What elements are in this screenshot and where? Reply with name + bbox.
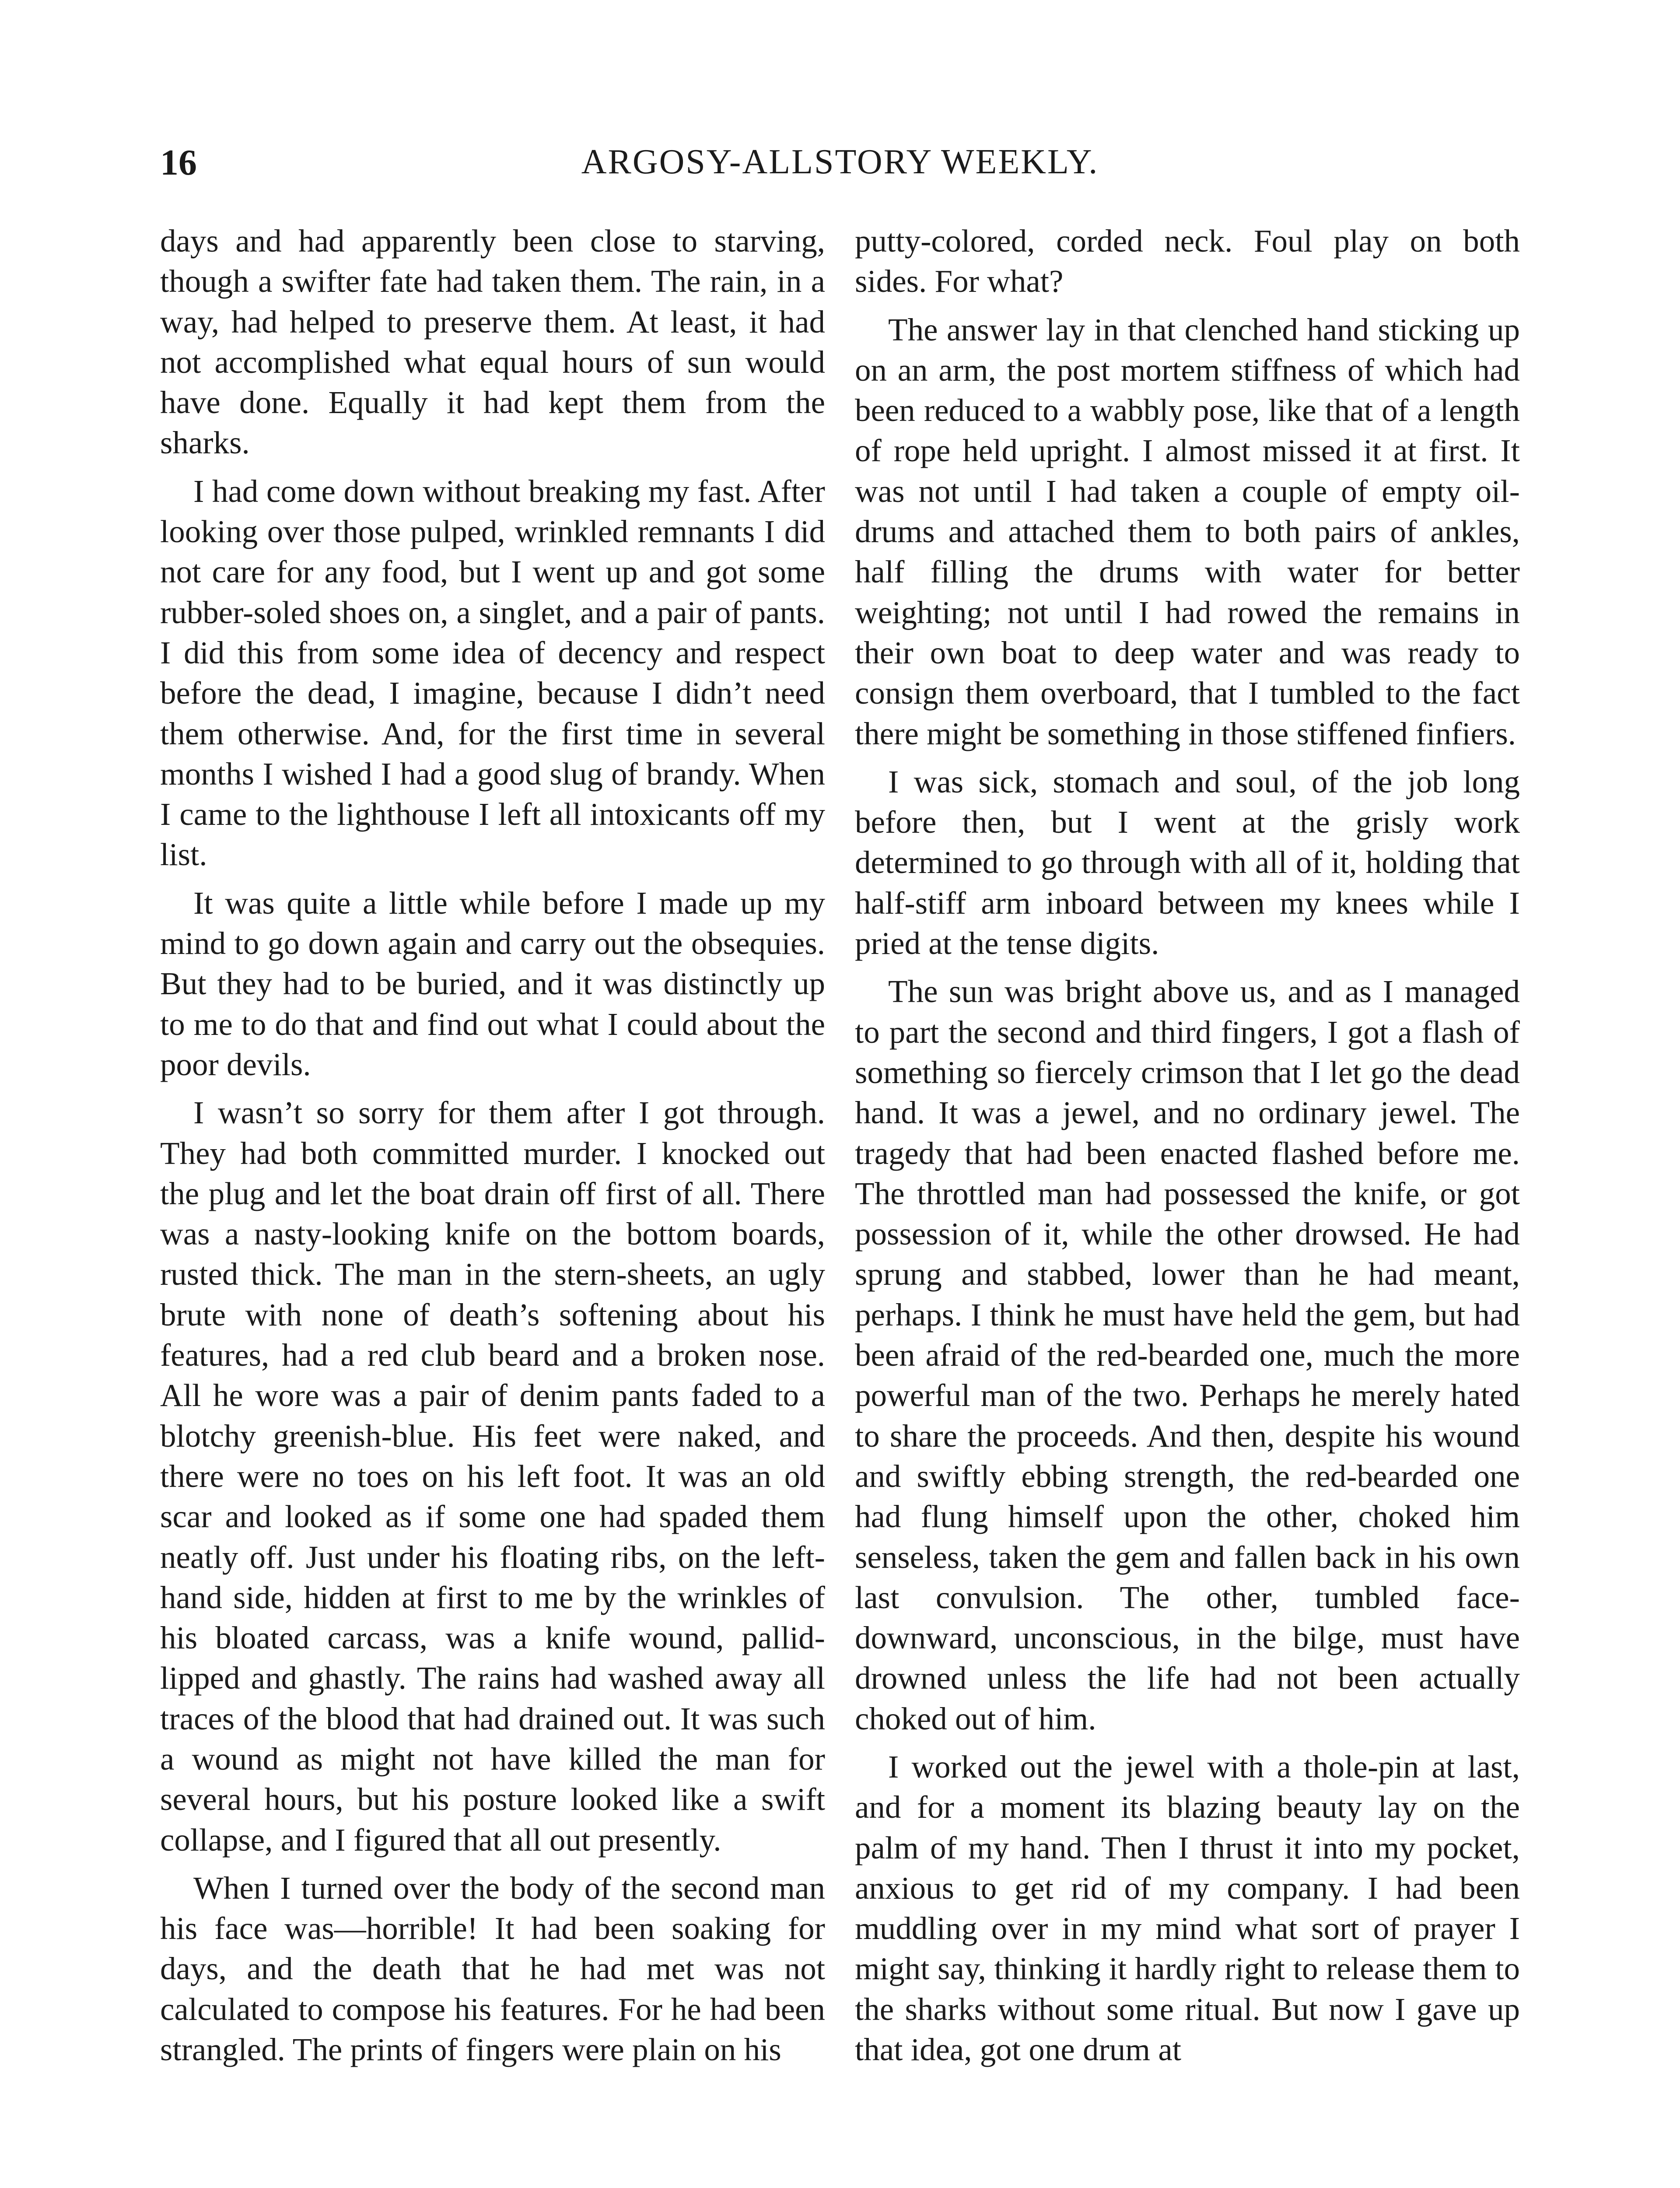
paragraph: I wasn’t so sorry for them after I got through. They had both committed murder. I knocked out the plug and let the boat drain off first of all. There was a nasty-looking knife on the bottom boards, rusted thick. The man in the stern-sheets, an ugly brute with none of death’s softening about his features, had a red club beard and a broken nose. All he wore was a pair of denim pants faded to a blotchy greenish-blue. His feet were naked, and there were no toes on his left foot. It was an old scar and looked as if some one had spaded them neatly off. Just under his floating ribs, on the left-hand side, hidden at first to me by the wrinkles of his bloated carcass, was a knife wound, pallid-lipped and ghastly. The rains had washed away all traces of the blood that had drained out. It was such a wound as might not have killed the man for several hours, but his posture looked like a swift collapse, and I figured that all out presently. [160, 1095, 825, 1858]
paragraph: I worked out the jewel with a thole-pin at last, and for a moment its blazing beauty lay on the palm of my hand. Then I thrust it into my pocket, anxious to get rid of my company. I had been muddling over in my mind what sort of prayer I might say, thinking it hardly right to release them to the sharks without some ritual. But now I gave up that idea, got one drum at [855, 1749, 1520, 2068]
paragraph: It was quite a little while before I made up my mind to go down again and carry out the obsequies. But they had to be buried, and it was distinctly up to me to do that and find out what I could about the poor devils. [160, 885, 825, 1082]
right-column [855, 221, 1520, 2078]
left-column [160, 221, 825, 2078]
paragraph: The sun was bright above us, and as I managed to part the second and third fingers, I got a flash of something so fiercely crimson that I let go the dead hand. It was a jewel, and no ordinary jewel. The tragedy that had been enacted flashed before me. The throttled man had possessed the knife, or got possession of it, while the other drowsed. He had sprung and stabbed, lower than he had meant, perhaps. I think he must have held the gem, but had been afraid of the red-bearded one, much the more powerful man of the two. Perhaps he merely hated to share the proceeds. And then, despite his wound and swiftly ebbing strength, the red-bearded one had flung himself upon the other, choked him senseless, taken the gem and fallen back in his own last convulsion. The other, tumbled face-downward, unconscious, in the bilge, must have drowned unless the life had not been actually choked out of him. [855, 974, 1520, 1736]
page-header [160, 144, 1520, 206]
paragraph: The answer lay in that clenched hand sticking up on an arm, the post mortem stiffness of which had been reduced to a wabbly pose, like that of a length of rope held upright. I almost missed it at first. It was not until I had taken a couple of empty oil-drums and attached them to both pairs of ankles, half filling the drums with water for better weighting; not until I had rowed the remains in their own boat to deep water and was ready to consign them overboard, that I tumbled to the fact there might be something in those stiffened finfiers. [855, 312, 1520, 751]
page-number: 16 [160, 142, 197, 183]
paragraph: I had come down without breaking my fast. After looking over those pulped, wrinkled remnants I did not care for any food, but I went up and got some rubber-soled shoes on, a singlet, and a pair of pants. I did this from some idea of decency and respect before the dead, I imagine, because I didn’t need them otherwise. And, for the first time in several months I wished I had a good slug of brandy. When I came to the lighthouse I left all intoxicants off my list. [160, 473, 825, 873]
paragraph: When I turned over the body of the second man his face was—horrible! It had been soaking for days, and the death that he had met was not calculated to compose his features. For he had been strangled. The prints of fingers were plain on his [160, 1870, 825, 2068]
paragraph: days and had apparently been close to starving, though a swifter fate had taken them. The rain, in a way, had helped to preserve them. At least, it had not accomplished what equal hours of sun would have done. Equally it had kept them from the sharks. [160, 223, 825, 461]
paragraph: putty-colored, corded neck. Foul play on both sides. For what? [855, 223, 1520, 299]
running-head: ARGOSY-ALLSTORY WEEKLY. [581, 143, 1099, 181]
paragraph: I was sick, stomach and soul, of the job long before then, but I went at the grisly work determined to go through with all of it, holding that half-stiff arm inboard between my knees while I pried at the tense digits. [855, 764, 1520, 961]
